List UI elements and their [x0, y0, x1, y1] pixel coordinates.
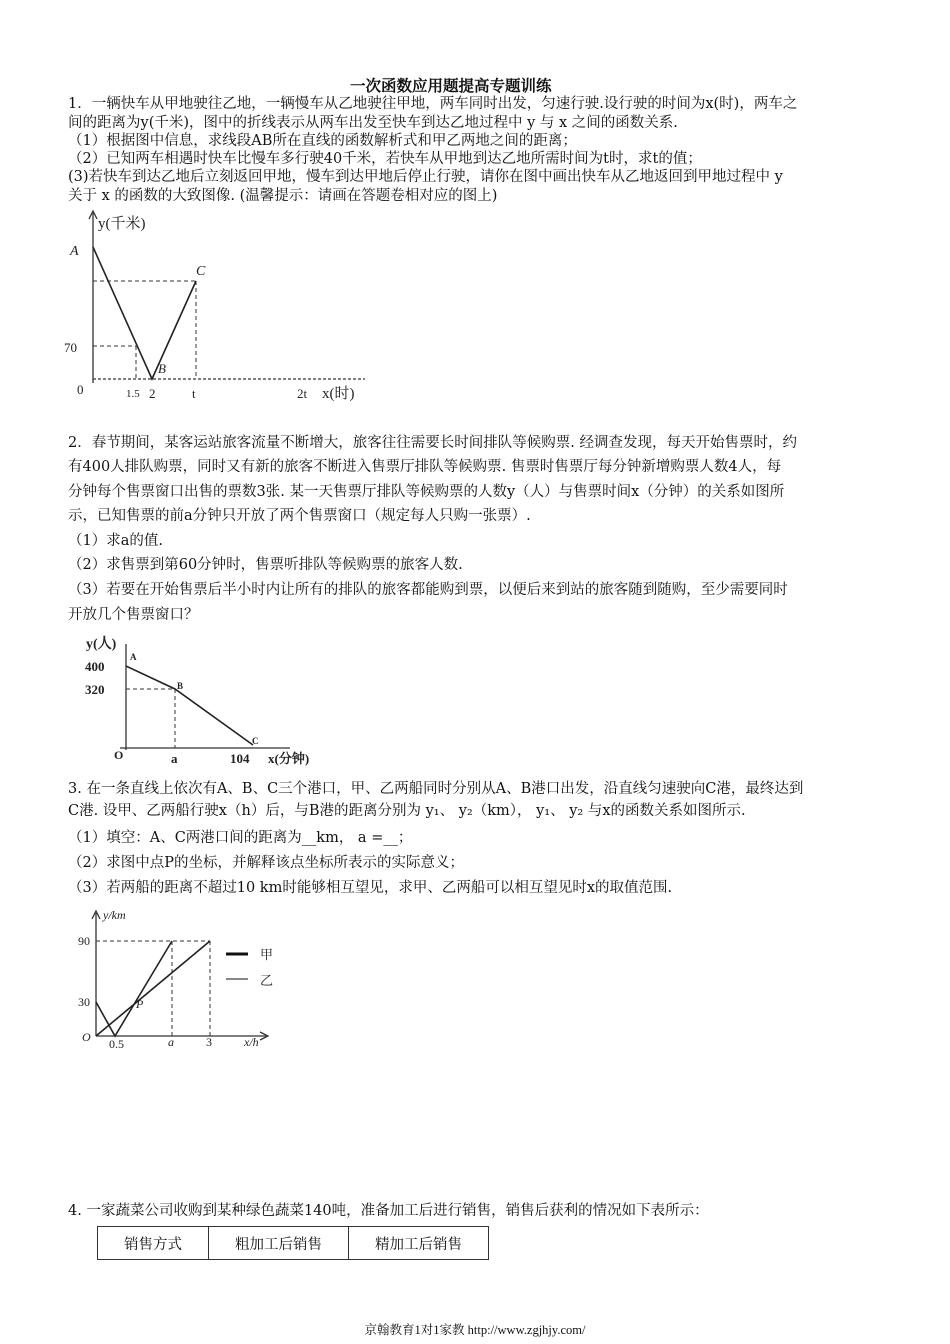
q3-legend-yi: 乙	[260, 973, 274, 988]
q2-origin: O	[114, 748, 124, 762]
q2-line-8: 开放几个售票窗口？	[68, 607, 199, 623]
page-title: 一次函数应用题提高专题训练	[350, 76, 552, 95]
q2-x-label: x(分钟)	[268, 751, 310, 766]
q2-y-tick-400: 400	[85, 659, 105, 674]
q3-line-1: 3. 在一条直线上依次有A、B、C三个港口，甲、乙两船同时分别从A、B港口出发，沿直线匀速驶向C港，最终达到	[68, 781, 804, 797]
q1-line-2: 间的距离为y(千米)，图中的折线表示从两车出发至快车到达乙地过程中 y 与 x 之间的函数关系.	[68, 115, 678, 131]
q3-y-label: y/km	[103, 908, 126, 922]
q3-y-tick-30: 30	[78, 995, 90, 1009]
q3-x-tick-3: 3	[206, 1035, 212, 1049]
q2-line-6: （2）求售票到第60分钟时，售票听排队等候购票的旅客人数.	[68, 557, 463, 573]
q1-origin: 0	[77, 382, 84, 397]
q1-line-1: 1．一辆快车从甲地驶往乙地，一辆慢车从乙地驶往甲地，两车同时出发，匀速行驶.设行驶的时间为x(时)，两车之	[68, 96, 798, 112]
table-header-cell: 精加工后销售	[349, 1227, 489, 1260]
q1-x-label: x(时)	[322, 386, 355, 402]
q3-x-tick-05: 0.5	[109, 1037, 124, 1051]
q3-x-tick-a: a	[168, 1035, 174, 1049]
q2-graph	[80, 632, 330, 770]
q3-point-p: P	[136, 997, 144, 1011]
q3-origin: O	[82, 1030, 91, 1044]
q3-legend-jia: 甲	[260, 947, 274, 962]
q2-y-label: y(人)	[86, 637, 117, 652]
q1-x-tick-2t: 2t	[297, 386, 308, 401]
table-row	[98, 1227, 489, 1260]
q3-graph	[76, 905, 296, 1055]
q2-point-a: A	[130, 652, 137, 662]
q3-line-jia	[96, 941, 172, 1036]
q2-line-5: （1）求a的值.	[68, 533, 163, 549]
q3-line-5: （3）若两船的距离不超过10 km时能够相互望见，求甲、乙两船可以相互望见时x的取值范围.	[68, 880, 673, 896]
q1-graph	[60, 205, 380, 405]
q2-line-1: 2．春节期间，某客运站旅客流量不断增大，旅客往往需要长时间排队等候购票. 经调查发现，每天开始售票时，约	[68, 435, 797, 451]
q3-line-4: （2）求图中点P的坐标，并解释该点坐标所表示的实际意义；	[68, 855, 464, 871]
q1-y-label: y(千米)	[98, 216, 146, 232]
q1-line-3: （1）根据图中信息，求线段AB所在直线的函数解析式和甲乙两地之间的距离；	[68, 133, 577, 149]
q2-point-b: B	[177, 681, 184, 691]
q2-x-tick-a: a	[171, 751, 178, 766]
q1-x-tick-2: 2	[149, 386, 156, 401]
sales-table	[97, 1226, 489, 1260]
q1-line-6: 关于 x 的函数的大致图像. (温馨提示：请画在答题卷相对应的图上)	[68, 188, 498, 204]
footer: 京翰教育1对1家教 http://www.zgjhjy.com/	[364, 1323, 586, 1337]
q2-y-tick-320: 320	[85, 682, 105, 697]
q1-point-b: B	[158, 361, 166, 376]
q2-line-3: 分钟每个售票窗口出售的票数3张. 某一天售票厅排队等候购票的人数y（人）与售票时间x（分钟）的关系如图所	[68, 484, 785, 500]
q3-line-3: （1）填空：A、C两港口间的距离为__km， a =__；	[68, 830, 413, 846]
q2-line-abc	[126, 666, 253, 745]
q1-x-tick-t: t	[192, 386, 196, 401]
q1-line-4: （2）已知两车相遇时快车比慢车多行驶40千米，若快车从甲地到达乙地所需时间为t时，求t的值；	[68, 151, 702, 167]
q2-point-c: C	[252, 736, 259, 746]
q1-line-abc	[93, 247, 196, 379]
q3-y-tick-90: 90	[78, 934, 90, 948]
q3-line-yi	[96, 941, 210, 1036]
q2-line-4: 示，已知售票的前a分钟只开放了两个售票窗口（规定每人只购一张票）.	[68, 508, 531, 524]
q1-line-5: (3)若快车到达乙地后立刻返回甲地，慢车到达甲地后停止行驶，请你在图中画出快车从乙地返回到甲地过程中 y	[68, 169, 783, 185]
q2-line-7: （3）若要在开始售票后半小时内让所有的排队的旅客都能购到票，以便后来到站的旅客随到随购，至少需要同时	[68, 582, 788, 598]
q1-point-a: A	[70, 244, 79, 259]
q4-line-1: 4. 一家蔬菜公司收购到某种绿色蔬菜140吨，准备加工后进行销售，销售后获利的情况如下表所示：	[68, 1203, 709, 1219]
table-header-cell: 销售方式	[98, 1227, 209, 1260]
table-header-cell: 粗加工后销售	[209, 1227, 349, 1260]
q3-line-2: C港. 设甲、乙两船行驶x（h）后，与B港的距离分别为 y₁、 y₂（km）， y₁、 y₂ 与x的函数关系如图所示.	[68, 803, 746, 819]
q3-x-label: x/h	[244, 1035, 259, 1049]
q1-point-c: C	[196, 264, 206, 279]
q1-y-tick-70: 70	[64, 340, 77, 355]
q2-x-tick-104: 104	[230, 751, 250, 766]
q2-line-2: 有400人排队购票，同时又有新的旅客不断进入售票厅排队等候购票. 售票时售票厅每分钟新增购票人数4人，每	[68, 459, 782, 475]
q1-x-tick-15: 1.5	[126, 388, 140, 400]
